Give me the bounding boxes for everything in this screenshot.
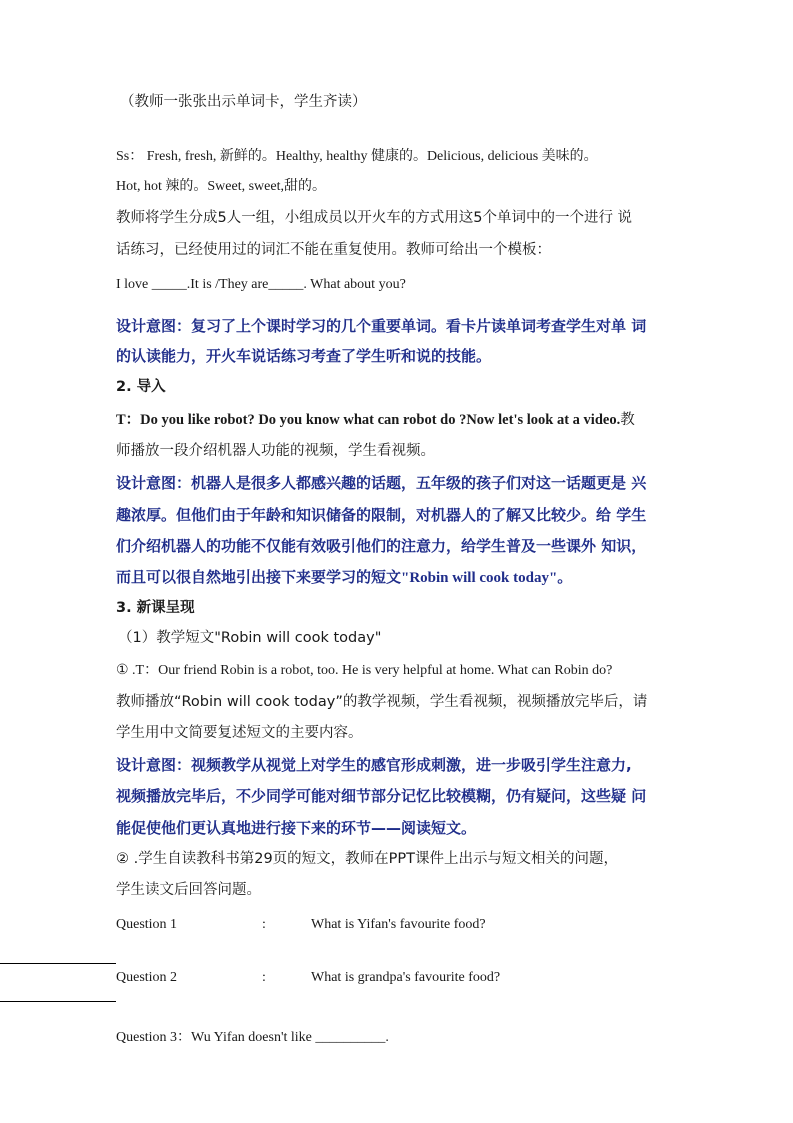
question-1-text: What is Yifan's favourite food?: [311, 917, 486, 932]
subsection-teaching-text: （1）教学短文"Robin will cook today": [118, 630, 382, 646]
students-reading-line-1: Ss： Fresh, fresh, 新鲜的。Healthy, healthy 健康的。Delicious, delicious 美味的。: [116, 149, 598, 164]
design-intent-2-line-2: 趣浓厚。但他们由于年龄和知识储备的限制，对机器人的了解又比较少。给 学生: [116, 506, 647, 524]
design-intent-2-title: "Robin will cook today": [401, 570, 558, 586]
section-heading-new-lesson: 3. 新课呈现: [116, 600, 195, 616]
students-reading-line-2: Hot, hot 辣的。Sweet, sweet,甜的。: [116, 179, 326, 194]
group-activity-line-1: 教师将学生分成5人一组，小组成员以开火车的方式用这5个单词中的一个进行 说: [116, 210, 633, 226]
step-1-line-1: ① .T：Our friend Robin is a robot, too. He is very helpful at home. What can Robin do?: [116, 663, 613, 678]
design-intent-3-line-3: 能促使他们更认真地进行接下来的环节——阅读短文。: [116, 819, 477, 837]
question-2-text: What is grandpa's favourite food?: [311, 970, 501, 985]
design-intent-2-line-1: 设计意图：机器人是很多人都感兴趣的话题，五年级的孩子们对这一话题更是 兴: [116, 474, 647, 492]
teacher-video-line: 师播放一段介绍机器人功能的视频，学生看视频。: [116, 443, 435, 459]
question-3-text: Question 3：Wu Yifan doesn't like __________.: [116, 1030, 389, 1045]
design-intent-2-end: 。: [557, 568, 573, 586]
step-1-line-3: 学生用中文简要复述短文的主要内容。: [116, 725, 363, 741]
question-2-colon: :: [262, 970, 266, 985]
design-intent-2-line-4: [116, 567, 572, 588]
design-intent-1-line-2: 的认读能力，开火车说话练习考查了学生听和说的技能。: [116, 347, 492, 365]
margin-rule-1: [0, 963, 116, 964]
teacher-question-text: T：Do you like robot? Do you know what can robot do ?Now let's look at a video.: [116, 412, 621, 428]
design-intent-2-line-3: 们介绍机器人的功能不仅能有效吸引他们的注意力，给学生普及一些课外 知识，: [116, 537, 647, 555]
step-2-line-2: 学生读文后回答问题。: [116, 882, 261, 898]
question-2-label: Question 2: [116, 970, 178, 985]
instruction-line: （教师一张张出示单词卡，学生齐读）: [120, 94, 367, 110]
design-intent-3-line-2: 视频播放完毕后，不少同学可能对细节部分记忆比较模糊，仍有疑问，这些疑 问: [116, 787, 647, 805]
teacher-question-tail: 教: [620, 412, 635, 428]
design-intent-3-line-1: 设计意图：视频教学从视觉上对学生的感官形成刺激，进一步吸引学生注意力,: [116, 756, 632, 774]
question-1-colon: :: [262, 917, 266, 932]
design-intent-2-text: 而且可以很自然地引出接下来要学习的短文: [116, 568, 402, 586]
question-1-label: Question 1: [116, 917, 178, 932]
section-heading-lead-in: 2. 导入: [116, 379, 166, 395]
design-intent-1-line-1: 设计意图：复习了上个课时学习的几个重要单词。看卡片读单词考查学生对单 词: [116, 317, 647, 335]
step-2-line-1: ② .学生自读教科书第29页的短文，教师在PPT课件上出示与短文相关的问题，: [116, 851, 619, 867]
group-activity-line-2: 话练习，已经使用过的词汇不能在重复使用。教师可给出一个模板：: [116, 242, 551, 258]
margin-rule-2: [0, 1001, 116, 1002]
step-1-line-2: 教师播放“Robin will cook today”的教学视频，学生看视频，视频播放完毕后，请: [116, 694, 648, 710]
sentence-template: I love _____.It is /They are_____. What about you?: [116, 277, 406, 292]
teacher-question-line: [116, 410, 635, 430]
